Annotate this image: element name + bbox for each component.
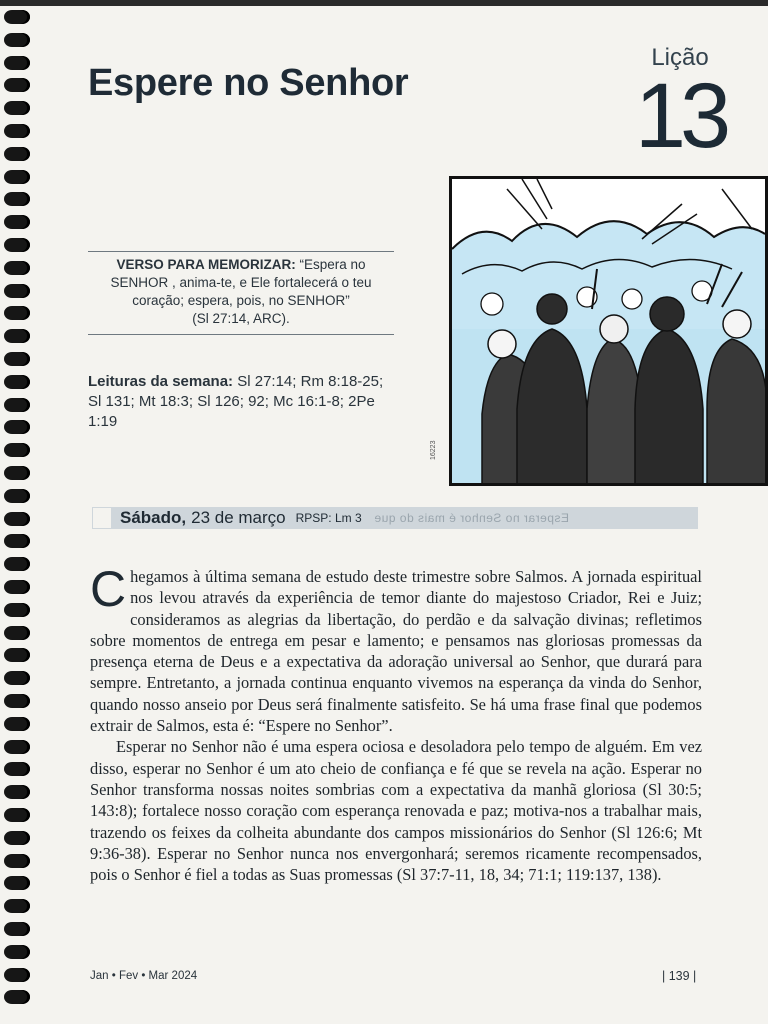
lesson-title: Espere no Senhor	[88, 62, 409, 104]
day-marker-box	[92, 507, 112, 529]
spiral-ring	[4, 101, 30, 115]
spiral-ring	[4, 215, 30, 229]
spiral-ring	[4, 56, 30, 70]
spiral-ring	[4, 831, 30, 845]
spiral-ring	[4, 945, 30, 959]
spiral-ring	[4, 717, 30, 731]
spiral-ring	[4, 33, 30, 47]
memory-verse-text: “Espera no SENHOR , anima-te, e Ele fortalecerá o teu coração; espera, pois, no SENHOR”	[110, 257, 372, 308]
spiral-ring	[4, 968, 30, 982]
spiral-binding	[4, 10, 32, 1020]
spiral-ring	[4, 922, 30, 936]
drop-cap: C	[90, 561, 127, 617]
spiral-ring	[4, 306, 30, 320]
body-paragraph-1-text: hegamos à última semana de estudo deste trimestre sobre Salmos. A jornada espiritual nos levou através da experiência de temor diante do majestoso Criador, Rei e Juiz; consideramos as alegrias da libertação, do perdão e da salvação divinas; refletimos sobre momentos de entrega em pesar e lamento; e pensamos nas gloriosas promessas da presença eterna de Deus e a expectativa da adoração universal ao Senhor, que durará para sempre. Entretanto, a jornada continua enquanto vivemos na esperança da vinda do Senhor, quando nosso anseio por Deus será finalmente satisfeito. Se há uma frase final que podemos extrair de Salmos, esta é: “Espere no Senhor”.	[90, 567, 702, 736]
spiral-ring	[4, 671, 30, 685]
day-header	[92, 507, 698, 529]
spiral-ring	[4, 238, 30, 252]
spiral-ring	[4, 626, 30, 640]
page-number: | 139 |	[662, 969, 697, 983]
illustration-code: 16223	[430, 440, 437, 460]
spiral-ring	[4, 170, 30, 184]
top-edge	[0, 0, 768, 6]
spiral-ring	[4, 694, 30, 708]
spiral-ring	[4, 990, 30, 1004]
day-date: 23 de março	[191, 508, 286, 527]
memory-verse	[88, 251, 394, 335]
spiral-ring	[4, 808, 30, 822]
spiral-ring	[4, 352, 30, 366]
spiral-ring	[4, 648, 30, 662]
spiral-ring	[4, 762, 30, 776]
spiral-ring	[4, 192, 30, 206]
spiral-ring	[4, 78, 30, 92]
crowd-illustration-svg	[452, 179, 765, 483]
spiral-ring	[4, 854, 30, 868]
readings-text: Sl 27:14; Rm 8:18-25; Sl 131; Mt 18:3; Sl 126; 92; Mc 16:1-8; 2Pe 1:19	[88, 373, 384, 430]
spiral-ring	[4, 10, 30, 24]
rpsp-reading: RPSP: Lm 3	[295, 511, 362, 525]
crowd-illustration	[449, 176, 768, 486]
memory-verse-reference: (Sl 27:14, ARC).	[192, 311, 290, 326]
body-paragraph-2: Esperar no Senhor não é uma espera ociosa e desoladora pelo tempo de alguém. Em vez disso, esperar no Senhor é um ato cheio de confiança e fé que se revela na ação. Esperar no Senhor transforma nossas noites sombrias com a expectativa da manhã gloriosa (Sl 30:5; 143:8); fortalece nosso coração com esperança renovada e paz; motiva-nos a trabalhar mais, trazendo os feixes da colheita abundante dos campos missionários do Senhor (Sl 126:6; Mt 9:36-38). Esperar no Senhor nunca nos envergonhará; seremos ricamente recompensados, pois o Senhor é fiel a todas as Suas promessas (Sl 37:7-11, 18, 34; 71:1; 119:137, 138).	[90, 737, 702, 885]
spiral-ring	[4, 398, 30, 412]
spiral-ring	[4, 580, 30, 594]
spiral-ring	[4, 466, 30, 480]
spiral-ring	[4, 375, 30, 389]
lesson-label: Lição	[651, 44, 709, 71]
spiral-ring	[4, 443, 30, 457]
body-paragraph-1	[90, 561, 702, 736]
spiral-ring	[4, 603, 30, 617]
spiral-ring	[4, 512, 30, 526]
spiral-ring	[4, 785, 30, 799]
spiral-ring	[4, 876, 30, 890]
spiral-ring	[4, 147, 30, 161]
memory-verse-label: VERSO PARA MEMORIZAR:	[116, 257, 296, 272]
weekly-readings	[88, 372, 398, 432]
footer-quarter: Jan • Fev • Mar 2024	[90, 970, 198, 982]
spiral-ring	[4, 489, 30, 503]
spiral-ring	[4, 534, 30, 548]
day-name: Sábado,	[120, 508, 187, 527]
spiral-ring	[4, 329, 30, 343]
readings-label: Leituras da semana:	[88, 373, 234, 390]
spiral-ring	[4, 899, 30, 913]
spiral-ring	[4, 740, 30, 754]
bleed-through-text: Esperar no Senhor é mais do que	[373, 511, 569, 525]
lesson-body	[90, 561, 702, 885]
spiral-ring	[4, 557, 30, 571]
spiral-ring	[4, 261, 30, 275]
spiral-ring	[4, 124, 30, 138]
lesson-number: 13	[634, 65, 726, 167]
spiral-ring	[4, 420, 30, 434]
spiral-ring	[4, 284, 30, 298]
